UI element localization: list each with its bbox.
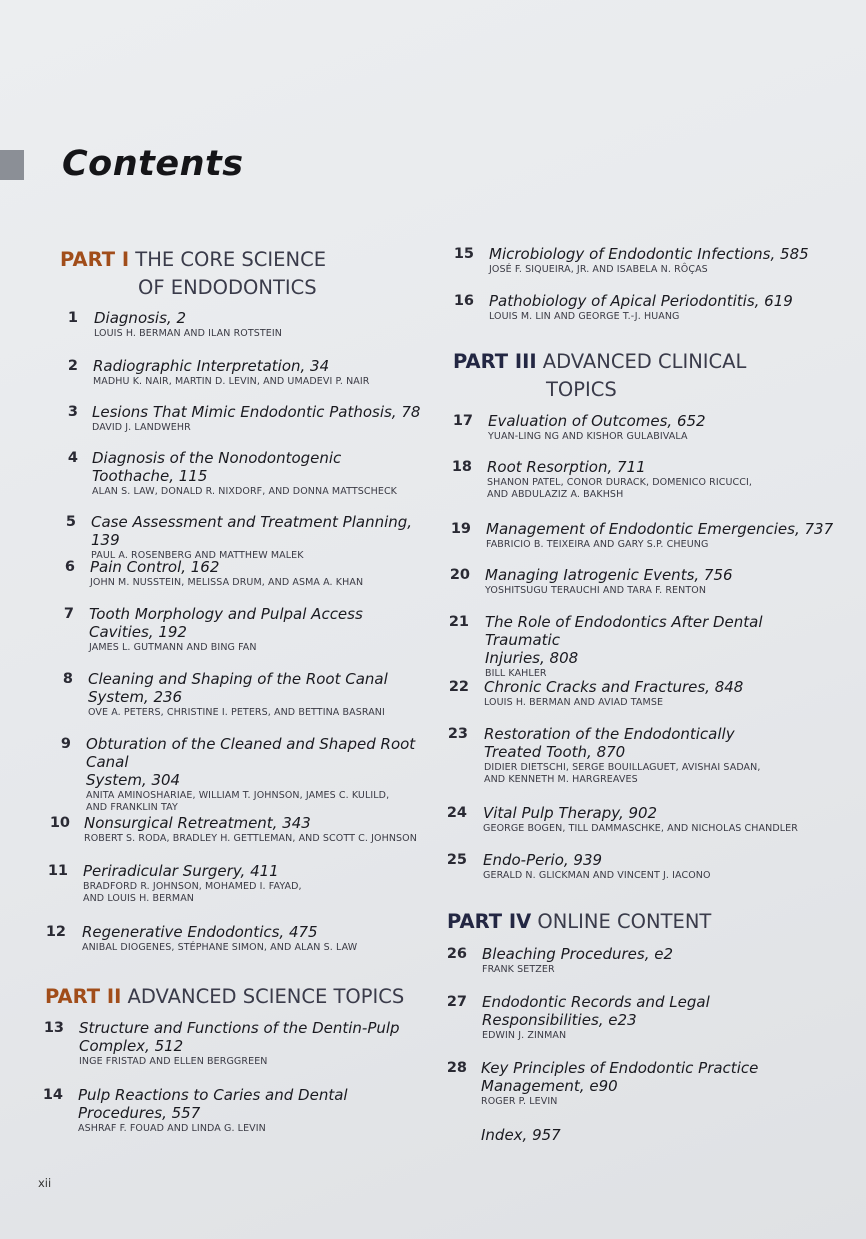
chapter-title: Restoration of the Endodontically xyxy=(484,725,735,743)
chapter-title: Endodontic Records and Legal xyxy=(482,993,710,1011)
part-title-cont: OF ENDODONTICS xyxy=(138,276,317,299)
chapter-title: Key Principles of Endodontic Practice xyxy=(481,1059,759,1077)
chapter-title: Management of Endodontic Emergencies, 737 xyxy=(486,520,834,538)
chapter-authors-cont: AND FRANKLIN TAY xyxy=(86,802,178,813)
chapter-authors: LOUIS M. LIN AND GEORGE T.-J. HUANG xyxy=(489,311,680,322)
chapter-number: 15 xyxy=(453,246,474,262)
chapter-authors: LOUIS H. BERMAN AND ILAN ROTSTEIN xyxy=(94,328,282,339)
chapter-number: 25 xyxy=(446,852,467,868)
chapter-authors: LOUIS H. BERMAN AND AVIAD TAMSE xyxy=(484,697,664,708)
chapter-authors: FABRICIO B. TEIXEIRA AND GARY S.P. CHEUNG xyxy=(486,539,709,550)
chapter-number: 6 xyxy=(64,559,75,575)
chapter-authors: ANITA AMINOSHARIAE, WILLIAM T. JOHNSON, JAMES C. KULILD, xyxy=(86,790,390,801)
chapter-authors: DAVID J. LANDWEHR xyxy=(92,422,191,433)
chapter-authors: JAMES L. GUTMANN AND BING FAN xyxy=(89,642,257,653)
chapter-title: Periradicular Surgery, 411 xyxy=(83,862,279,880)
chapter-title: Tooth Morphology and Pulpal Access xyxy=(89,605,363,623)
chapter-number: 24 xyxy=(446,805,467,821)
chapter-number: 14 xyxy=(42,1087,63,1103)
chapter-authors: ROBERT S. RODA, BRADLEY H. GETTLEMAN, AND SCOTT C. JOHNSON xyxy=(84,833,417,844)
chapter-title: Managing Iatrogenic Events, 756 xyxy=(485,566,733,584)
chapter-title: Pain Control, 162 xyxy=(90,558,220,576)
chapter-title-cont: Cavities, 192 xyxy=(89,623,187,641)
index-entry[interactable]: Index, 957 xyxy=(481,1126,561,1144)
chapter-number: 8 xyxy=(62,671,73,687)
chapter-number: 9 xyxy=(60,736,71,752)
chapter-title-cont: Injuries, 808 xyxy=(485,649,579,667)
part-label: PART III xyxy=(453,350,537,373)
part-4-heading xyxy=(447,908,711,936)
chapter-title: Evaluation of Outcomes, 652 xyxy=(488,412,706,430)
part-title: THE CORE SCIENCE xyxy=(135,248,327,271)
chapter-number: 22 xyxy=(448,679,469,695)
part-label: PART IV xyxy=(447,910,532,933)
chapter-title: Obturation of the Cleaned and Shaped Root Canal xyxy=(86,735,416,771)
chapter-title: Vital Pulp Therapy, 902 xyxy=(483,804,658,822)
chapter-number: 26 xyxy=(446,946,467,962)
chapter-number: 2 xyxy=(67,358,78,374)
chapter-authors: ROGER P. LEVIN xyxy=(481,1096,558,1107)
chapter-authors: YUAN-LING NG AND KISHOR GULABIVALA xyxy=(488,431,688,442)
chapter-authors-cont: AND LOUIS H. BERMAN xyxy=(83,893,195,904)
section-tab-marker xyxy=(0,150,24,180)
chapter-authors: MADHU K. NAIR, MARTIN D. LEVIN, AND UMADEVI P. NAIR xyxy=(93,376,370,387)
chapter-title-cont: Procedures, 557 xyxy=(78,1104,201,1122)
chapter-number: 1 xyxy=(67,310,78,326)
chapter-authors-cont: AND KENNETH M. HARGREAVES xyxy=(484,774,638,785)
chapter-title: Diagnosis of the Nonodontogenic xyxy=(92,449,342,467)
chapter-title: Endo-Perio, 939 xyxy=(483,851,603,869)
chapter-title-cont: Toothache, 115 xyxy=(92,467,208,485)
chapter-authors: ALAN S. LAW, DONALD R. NIXDORF, AND DONNA MATTSCHECK xyxy=(92,486,398,497)
chapter-number: 4 xyxy=(67,450,78,466)
chapter-authors: BRADFORD R. JOHNSON, MOHAMED I. FAYAD, xyxy=(83,881,302,892)
chapter-authors: DIDIER DIETSCHI, SERGE BOUILLAGUET, AVISHAI SADAN, xyxy=(484,762,761,773)
chapter-title: Structure and Functions of the Dentin-Pulp xyxy=(79,1019,400,1037)
chapter-authors-cont: AND ABDULAZIZ A. BAKHSH xyxy=(487,489,624,500)
chapter-number: 3 xyxy=(67,404,78,420)
chapter-number: 5 xyxy=(65,514,76,530)
part-2-heading xyxy=(45,983,404,1011)
chapter-title: Microbiology of Endodontic Infections, 585 xyxy=(489,245,809,263)
chapter-number: 19 xyxy=(450,521,471,537)
part-title: ONLINE CONTENT xyxy=(537,910,712,933)
chapter-number: 7 xyxy=(63,606,74,622)
part-1-heading xyxy=(60,246,326,302)
part-title: ADVANCED CLINICAL xyxy=(542,350,747,373)
chapter-title-cont: Complex, 512 xyxy=(79,1037,184,1055)
chapter-title: Root Resorption, 711 xyxy=(487,458,646,476)
chapter-title: Pathobiology of Apical Periodontitis, 619 xyxy=(489,292,793,310)
chapter-authors: EDWIN J. ZINMAN xyxy=(482,1030,567,1041)
chapter-number: 28 xyxy=(446,1060,467,1076)
chapter-authors: FRANK SETZER xyxy=(482,964,555,975)
chapter-number: 16 xyxy=(453,293,474,309)
chapter-title: Lesions That Mimic Endodontic Pathosis, 78 xyxy=(92,403,421,421)
part-title-cont: TOPICS xyxy=(546,378,617,401)
chapter-title: Chronic Cracks and Fractures, 848 xyxy=(484,678,744,696)
chapter-title-cont: Management, e90 xyxy=(481,1077,618,1095)
chapter-number: 27 xyxy=(446,994,467,1010)
chapter-authors: OVE A. PETERS, CHRISTINE I. PETERS, AND BETTINA BASRANI xyxy=(88,707,385,718)
chapter-authors: ASHRAF F. FOUAD AND LINDA G. LEVIN xyxy=(78,1123,266,1134)
chapter-title: Radiographic Interpretation, 34 xyxy=(93,357,330,375)
chapter-number: 13 xyxy=(43,1020,64,1036)
part-3-heading xyxy=(453,348,746,404)
chapter-title: Case Assessment and Treatment Planning, 139 xyxy=(91,513,413,549)
chapter-authors: GERALD N. GLICKMAN AND VINCENT J. IACONO xyxy=(483,870,711,881)
chapter-authors: ANIBAL DIOGENES, STÉPHANE SIMON, AND ALAN S. LAW xyxy=(82,942,358,953)
chapter-authors: JOHN M. NUSSTEIN, MELISSA DRUM, AND ASMA A. KHAN xyxy=(90,577,364,588)
chapter-title: Regenerative Endodontics, 475 xyxy=(82,923,318,941)
chapter-number: 10 xyxy=(49,815,70,831)
chapter-title-cont: Treated Tooth, 870 xyxy=(484,743,626,761)
part-label: PART I xyxy=(60,248,130,271)
chapter-authors: INGE FRISTAD AND ELLEN BERGGREEN xyxy=(79,1056,268,1067)
chapter-authors: PAUL A. ROSENBERG AND MATTHEW MALEK xyxy=(91,550,304,561)
chapter-authors: YOSHITSUGU TERAUCHI AND TARA F. RENTON xyxy=(485,585,707,596)
chapter-number: 11 xyxy=(47,863,68,879)
chapter-number: 12 xyxy=(45,924,66,940)
chapter-number: 18 xyxy=(451,459,472,475)
chapter-number: 21 xyxy=(448,614,469,630)
chapter-authors: SHANON PATEL, CONOR DURACK, DOMENICO RICUCCI, xyxy=(487,477,753,488)
chapter-authors: BILL KAHLER xyxy=(485,668,547,679)
page-title: Contents xyxy=(62,144,244,184)
chapter-number: 23 xyxy=(447,726,468,742)
part-title: ADVANCED SCIENCE TOPICS xyxy=(127,985,405,1008)
chapter-title-cont: System, 304 xyxy=(86,771,181,789)
page-number: xii xyxy=(38,1176,52,1190)
chapter-authors: GEORGE BOGEN, TILL DAMMASCHKE, AND NICHOLAS CHANDLER xyxy=(483,823,798,834)
chapter-title: The Role of Endodontics After Dental Traumatic xyxy=(485,613,763,649)
chapter-title: Cleaning and Shaping of the Root Canal xyxy=(88,670,388,688)
chapter-number: 20 xyxy=(449,567,470,583)
part-label: PART II xyxy=(45,985,122,1008)
chapter-title-cont: System, 236 xyxy=(88,688,183,706)
chapter-title: Diagnosis, 2 xyxy=(94,309,186,327)
chapter-title: Nonsurgical Retreatment, 343 xyxy=(84,814,311,832)
chapter-title: Pulp Reactions to Caries and Dental xyxy=(78,1086,348,1104)
chapter-number: 17 xyxy=(452,413,473,429)
chapter-title: Bleaching Procedures, e2 xyxy=(482,945,674,963)
chapter-authors: JOSÉ F. SIQUEIRA, JR. AND ISABELA N. RÔÇAS xyxy=(489,264,708,275)
chapter-title-cont: Responsibilities, e23 xyxy=(482,1011,637,1029)
